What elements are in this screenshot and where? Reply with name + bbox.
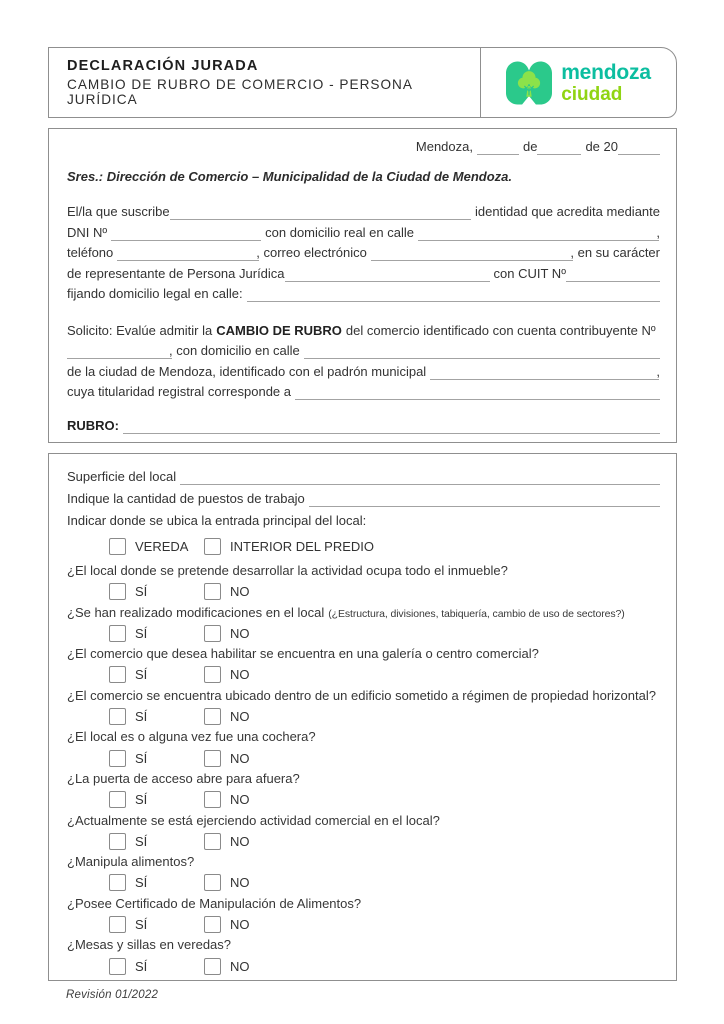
blank-field[interactable] (418, 230, 659, 241)
question-text: ¿Mesas y sillas en veredas? (67, 937, 232, 953)
form-line (67, 264, 660, 285)
option-label: NO (230, 750, 250, 766)
option-no (204, 874, 250, 891)
text-segment: de representante de Persona Jurídica (67, 265, 285, 281)
question-text: ¿Actualmente se está ejerciendo actividad comercial en el local? (67, 812, 440, 828)
checkbox-yes[interactable] (109, 708, 126, 725)
text-segment: El/la que suscribe (67, 204, 170, 219)
puestos-line (67, 488, 660, 510)
checkbox-no[interactable] (204, 583, 221, 600)
checkbox-yes[interactable] (109, 625, 126, 642)
option-no (204, 625, 250, 642)
question-block (67, 895, 660, 937)
questionnaire-box (48, 453, 677, 981)
blank-field[interactable] (566, 271, 660, 282)
yes-no-options (67, 913, 660, 937)
option-label: SÍ (135, 875, 148, 891)
text-segment: , (656, 363, 660, 379)
option-label: NO (230, 833, 250, 849)
blank-field[interactable] (180, 474, 660, 485)
option-no (204, 708, 250, 725)
question-line (67, 936, 660, 954)
text-segment: de (522, 139, 538, 154)
option-label: INTERIOR DEL PREDIO (230, 538, 374, 554)
option-no (204, 750, 250, 767)
logo-leaf-right (530, 77, 541, 88)
question-text: ¿La puerta de acceso abre para afuera? (67, 770, 300, 786)
option-label: SÍ (135, 958, 148, 974)
form-line (67, 382, 660, 403)
text-segment: de la ciudad de Mendoza, identificado con el padrón municipal (67, 363, 427, 379)
option-yes (109, 583, 204, 600)
yes-no-options (67, 705, 660, 729)
option-yes (109, 625, 204, 642)
option-yes (109, 958, 204, 975)
option-no (204, 791, 250, 808)
question-block (67, 687, 660, 729)
blank-field[interactable] (618, 144, 660, 155)
checkbox-no[interactable] (204, 791, 221, 808)
date-line (67, 137, 660, 157)
checkbox-yes[interactable] (109, 874, 126, 891)
question-line (67, 728, 660, 746)
option-label: NO (230, 792, 250, 808)
text-segment: , correo electrónico (256, 245, 367, 260)
text-segment: de 20 (585, 139, 618, 154)
text-segment: con domicilio real en calle (265, 224, 414, 240)
question-line (67, 853, 660, 871)
question-block (67, 853, 660, 895)
option-interior-del-predio (204, 538, 374, 555)
logo (481, 48, 676, 117)
form-line (67, 341, 660, 362)
option-label: NO (230, 667, 250, 683)
form-line (67, 223, 660, 244)
entrada-label: Indicar donde se ubica la entrada principal del local: (67, 513, 367, 528)
checkbox-no[interactable] (204, 833, 221, 850)
blank-field[interactable] (67, 348, 172, 359)
checkbox-yes[interactable] (109, 791, 126, 808)
text-segment: , con domicilio en calle (169, 343, 300, 358)
question-line (67, 687, 660, 705)
question-text: ¿Se han realizado modificaciones en el local (67, 604, 325, 620)
question-line (67, 645, 660, 663)
checkbox-yes[interactable] (109, 833, 126, 850)
option-label: NO (230, 958, 250, 974)
checkbox-no[interactable] (204, 750, 221, 767)
option-no (204, 916, 250, 933)
option-label: NO (230, 584, 250, 600)
option-vereda (109, 538, 204, 555)
text-segment: CAMBIO DE RUBRO (216, 322, 342, 338)
option-yes (109, 874, 204, 891)
text-segment: , (656, 224, 660, 240)
option-label: NO (230, 709, 250, 725)
question-block (67, 936, 660, 978)
yes-no-options (67, 788, 660, 812)
page-title: DECLARACIÓN JURADA (67, 58, 259, 74)
yes-no-options (67, 746, 660, 770)
option-label: VEREDA (135, 538, 189, 554)
checkbox-no[interactable] (204, 958, 221, 975)
question-text: ¿El comercio se encuentra ubicado dentro de un edificio sometido a régimen de propiedad horizontal? (67, 687, 656, 703)
question-line (67, 562, 660, 580)
option-yes (109, 708, 204, 725)
text-segment: cuya titularidad registral corresponde a (67, 384, 292, 399)
checkbox-yes[interactable] (109, 583, 126, 600)
text-segment: , en su carácter (570, 245, 660, 260)
logo-wordmark (561, 62, 651, 104)
revision-note: Revisión 01/2022 (66, 989, 159, 1001)
option-label: SÍ (135, 709, 148, 725)
form-line (67, 243, 660, 264)
question-block (67, 770, 660, 812)
mendoza-m-icon (506, 61, 552, 105)
superficie-line (67, 466, 660, 488)
text-segment: Solicito: Evalúe admitir la (67, 322, 213, 338)
question-text: ¿Posee Certificado de Manipulación de Alimentos? (67, 895, 362, 911)
form-line (67, 202, 660, 223)
question-line (67, 895, 660, 913)
option-yes (109, 916, 204, 933)
option-label: SÍ (135, 917, 148, 933)
option-yes (109, 666, 204, 683)
question-note: (¿Estructura, divisiones, tabiquería, cambio de uso de sectores?) (328, 607, 625, 620)
option-no (204, 833, 250, 850)
blank-field[interactable] (477, 144, 519, 155)
text-segment: DNI Nº (67, 224, 108, 240)
text-segment: RUBRO: (67, 417, 119, 433)
text-segment: Superficie del local (67, 469, 177, 484)
questions-list (67, 562, 660, 978)
option-label: NO (230, 625, 250, 641)
question-text: ¿El local donde se pretende desarrollar la actividad ocupa todo el inmueble? (67, 563, 508, 578)
question-line (67, 770, 660, 788)
checkbox-no[interactable] (204, 708, 221, 725)
text-segment: identidad que acredita mediante (474, 204, 660, 219)
question-text: ¿El comercio que desea habilitar se encuentra en una galería o centro comercial? (67, 646, 539, 662)
question-block (67, 812, 660, 854)
checkbox-no[interactable] (204, 666, 221, 683)
option-yes (109, 750, 204, 767)
blank-field[interactable] (537, 144, 581, 155)
question-block (67, 645, 660, 687)
blank-field[interactable] (170, 209, 471, 220)
checkbox-no[interactable] (204, 625, 221, 642)
question-line (67, 812, 660, 830)
checkbox-yes[interactable] (109, 958, 126, 975)
option-yes (109, 833, 204, 850)
header-box (48, 47, 677, 118)
text-segment: Mendoza, (415, 139, 473, 154)
yes-no-options (67, 954, 660, 978)
checkbox-vereda[interactable] (109, 538, 126, 555)
header-titles (49, 48, 481, 117)
option-no (204, 583, 250, 600)
page-subtitle: CAMBIO DE RUBRO DE COMERCIO - PERSONA JURÍDICA (67, 77, 413, 107)
blank-field[interactable] (371, 250, 574, 261)
option-label: SÍ (135, 625, 148, 641)
option-label: NO (230, 917, 250, 933)
option-label: SÍ (135, 750, 148, 766)
blank-field[interactable] (285, 271, 490, 282)
checkbox-no[interactable] (204, 874, 221, 891)
question-text: ¿Manipula alimentos? (67, 854, 195, 870)
option-label: SÍ (135, 584, 148, 600)
question-line (67, 604, 660, 622)
blank-field[interactable] (117, 250, 259, 261)
logo-text-ciudad: ciudad (561, 83, 623, 105)
text-segment: del comercio identificado con cuenta contribuyente Nº (345, 322, 656, 338)
option-yes (109, 791, 204, 808)
blank-field[interactable] (247, 291, 660, 302)
rubro-line (67, 415, 660, 436)
blank-field[interactable] (309, 496, 660, 507)
text-segment: con CUIT Nº (493, 265, 566, 281)
text-segment: fijando domicilio legal en calle: (67, 286, 243, 301)
yes-no-options (67, 622, 660, 646)
yes-no-options (67, 871, 660, 895)
letter-box (48, 128, 677, 443)
form-line (67, 321, 660, 342)
option-label: NO (230, 875, 250, 891)
option-label: SÍ (135, 667, 148, 683)
logo-leaf-left (518, 77, 529, 88)
text-segment: teléfono (67, 245, 114, 260)
form-line (67, 284, 660, 305)
blank-field[interactable] (430, 369, 659, 380)
addressee-line: Sres.: Dirección de Comercio – Municipalidad de la Ciudad de Mendoza. (67, 169, 512, 184)
paragraph-identity (67, 202, 660, 305)
option-label: SÍ (135, 792, 148, 808)
yes-no-options (67, 663, 660, 687)
question-text: ¿El local es o alguna vez fue una cochera? (67, 729, 316, 745)
yes-no-options (67, 830, 660, 854)
logo-text-mendoza: mendoza (561, 60, 651, 84)
form-line (67, 362, 660, 383)
question-block (67, 728, 660, 770)
yes-no-options (67, 580, 660, 604)
checkbox-no[interactable] (204, 916, 221, 933)
blank-field[interactable] (304, 348, 660, 359)
checkbox-yes[interactable] (109, 666, 126, 683)
question-block (67, 562, 660, 604)
entrance-options (67, 534, 660, 558)
checkbox-interior-del-predio[interactable] (204, 538, 221, 555)
blank-field[interactable] (295, 389, 660, 400)
checkbox-yes[interactable] (109, 750, 126, 767)
option-no (204, 958, 250, 975)
text-segment: Indique la cantidad de puestos de trabajo (67, 491, 305, 506)
blank-field[interactable] (111, 230, 261, 241)
paragraph-request (67, 321, 660, 403)
blank-field[interactable] (123, 423, 660, 434)
question-block (67, 604, 660, 646)
option-no (204, 666, 250, 683)
option-label: SÍ (135, 833, 148, 849)
checkbox-yes[interactable] (109, 916, 126, 933)
